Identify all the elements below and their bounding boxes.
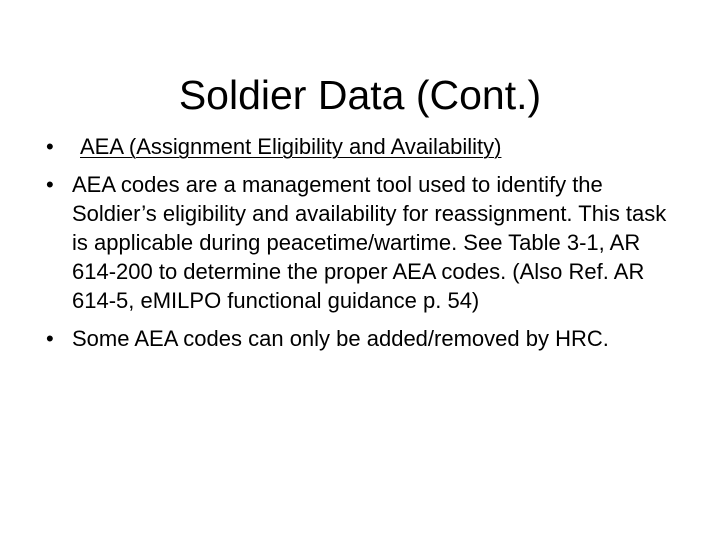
bullet-item-aea-heading — [46, 132, 686, 161]
bullet-dot-icon: • — [46, 172, 54, 197]
bullet-text: AEA codes are a management tool used to identify the Soldier’s eligibility and availability for reassignment. This task is applicable during peacetime/wartime. See Table 3-1, AR 614-200 to determine the proper AEA codes. (Also Ref. AR 614-5, eMILPO functional guidance p. 54) — [72, 172, 667, 313]
bullet-dot-icon: • — [46, 326, 54, 351]
slide-title: Soldier Data (Cont.) — [178, 72, 542, 119]
bullet-text: Some AEA codes can only be added/removed by HRC. — [72, 326, 609, 351]
bullet-item-hrc — [46, 324, 686, 353]
bullet-dot-icon: • — [46, 134, 54, 159]
bullet-text: AEA (Assignment Eligibility and Availability) — [80, 134, 502, 159]
bullet-list — [46, 132, 686, 362]
bullet-item-aea-codes — [46, 170, 686, 315]
